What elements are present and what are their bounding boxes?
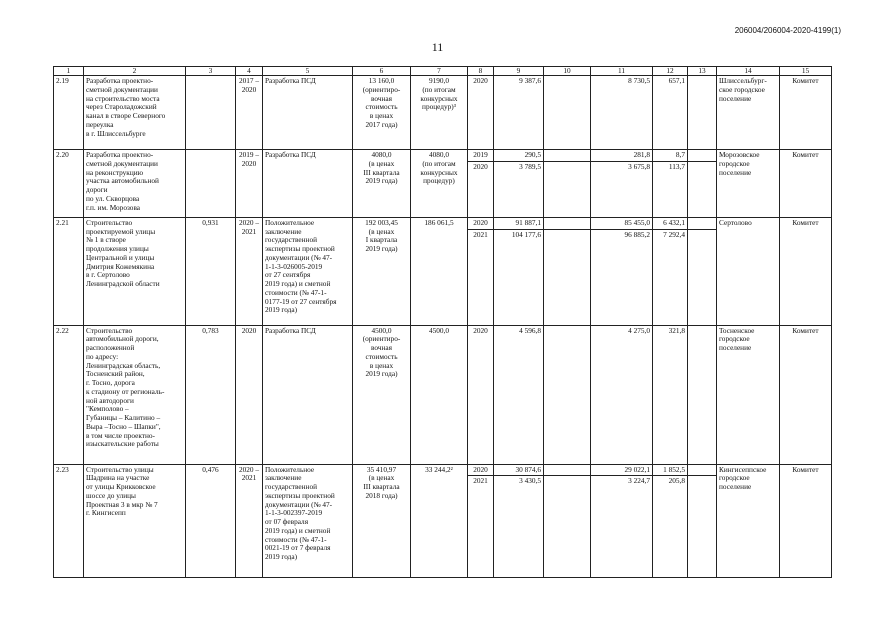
contract-cost-line: процедур)³ [422, 102, 456, 112]
project-stage-line: 0177-19 от 27 сентября [265, 296, 337, 306]
object-name-line: Центральной и улицы [86, 252, 155, 262]
object-name-line: Строительство [86, 217, 133, 227]
length-km: 0,476 [186, 464, 236, 578]
municipality-line: поселение [719, 343, 752, 353]
object-name-line: Разработка проектно- [86, 150, 154, 160]
finance-year: 2020 [468, 76, 494, 150]
object-name-line: г. Тосно, дорога [86, 378, 135, 388]
object-name-line: сметной документации [86, 84, 158, 94]
length-km [186, 76, 236, 150]
project-stage-line: стоимости (№ 47-1- [265, 534, 327, 544]
municipality-line: городское [719, 158, 750, 168]
row-number: 2.22 [54, 325, 84, 464]
object-name-line: Разработка проектно- [86, 76, 154, 86]
object-name-line: по адресу: [86, 351, 119, 361]
local-budget: 6 432,1 [653, 217, 688, 229]
column-header-1: 1 [54, 67, 84, 76]
total-amount: 104 177,6 [494, 229, 544, 325]
municipality [717, 217, 780, 325]
object-name-line: автомобильной дороги, [86, 334, 159, 344]
estimated-cost-line: (в ценах [368, 158, 395, 168]
finance-year: 2019 [468, 150, 494, 162]
regional-budget: 85 455,0 [591, 217, 653, 229]
total-amount: 4 596,8 [494, 325, 544, 464]
regional-budget: 3 224,7 [591, 476, 653, 578]
project-stage-line: документации (№ 47- [265, 499, 333, 509]
estimated-cost-line: 2019 года) [365, 176, 398, 186]
object-name-line: Губаницы – Калитино – [86, 413, 161, 423]
program-table [53, 66, 832, 578]
project-stage [263, 217, 353, 325]
customer: Комитет [780, 217, 832, 325]
total-amount: 3 430,5 [494, 476, 544, 578]
customer: Комитет [780, 150, 832, 218]
object-name-line: дороги [86, 185, 108, 195]
finance-year: 2020 [468, 325, 494, 464]
project-stage-line: 2019 года) и сметной [265, 525, 331, 535]
table-row [54, 76, 832, 150]
row-number: 2.20 [54, 150, 84, 218]
col-10 [544, 229, 591, 325]
estimated-cost-line: (в ценах [368, 226, 395, 236]
period-years [236, 76, 263, 150]
contract-cost-line: конкурсных [420, 93, 458, 103]
municipality-line: поселение [719, 93, 752, 103]
regional-budget: 3 675,8 [591, 161, 653, 217]
municipality [717, 464, 780, 578]
contract-cost-line: 33 244,2² [425, 464, 453, 474]
estimated-cost-line: 2019 года) [365, 369, 398, 379]
object-name-line: через Староладожский [86, 102, 157, 112]
project-stage [263, 464, 353, 578]
finance-year: 2020 [468, 464, 494, 476]
object-name-line: г.п. им. Морозова [86, 202, 141, 212]
object-name-line: на реконструкцию [86, 167, 144, 177]
object-name-line: канал в створе Северного [86, 111, 166, 121]
estimated-cost-line: 4080,0 [371, 150, 392, 160]
object-name-line: участка автомобильной [86, 176, 159, 186]
column-header-11: 11 [591, 67, 653, 76]
municipality-line: Морозовское [719, 150, 760, 160]
period-years-line: 2021 [241, 226, 257, 236]
local-budget: 7 292,4 [653, 229, 688, 325]
regional-budget: 96 885,2 [591, 229, 653, 325]
project-stage-line: 1-1-3-026005-2019 [265, 261, 323, 271]
period-years-line: 2020 [241, 158, 257, 168]
contract-cost-line: (по итогам [422, 84, 456, 94]
municipality-line: ское городское [719, 84, 765, 94]
table-row [54, 464, 832, 476]
column-header-8: 8 [468, 67, 494, 76]
project-stage-line: Разработка ПСД [265, 76, 316, 86]
object-name-line: от улицы Крикковское [86, 482, 156, 492]
municipality [717, 150, 780, 218]
object-name-line: "Кемполово – [86, 404, 129, 414]
project-stage-line: Разработка ПСД [265, 325, 316, 335]
project-stage-line: заключение [265, 473, 302, 483]
contract-cost [411, 150, 468, 218]
object-name [84, 76, 186, 150]
column-header-14: 14 [717, 67, 780, 76]
table-row [54, 217, 832, 229]
object-name-line: Строительство улицы [86, 464, 154, 474]
contract-cost [411, 217, 468, 325]
municipality-line: поселение [719, 482, 752, 492]
project-stage-line: экспертизы проектной [265, 490, 335, 500]
column-header-4: 4 [236, 67, 263, 76]
project-stage-line: Положительное [265, 464, 315, 474]
column-header-13: 13 [688, 67, 717, 76]
estimated-cost [353, 76, 411, 150]
col-10 [544, 476, 591, 578]
period-years-line: 2020 [241, 84, 257, 94]
contract-cost-line: 186 061,5 [424, 217, 454, 227]
col-10 [544, 217, 591, 229]
contract-cost-line: процедур) [423, 176, 455, 186]
project-stage-line: 0021-19 от 7 февраля [265, 543, 331, 553]
col-10 [544, 76, 591, 150]
project-stage-line: стоимости (№ 47-1- [265, 287, 327, 297]
object-name-line: переулка [86, 119, 114, 129]
regional-budget: 8 730,5 [591, 76, 653, 150]
municipality [717, 325, 780, 464]
column-header-15: 15 [780, 67, 832, 76]
column-header-6: 6 [353, 67, 411, 76]
estimated-cost-line: 13 160,0 [368, 76, 395, 86]
local-budget: 1 852,5 [653, 464, 688, 476]
column-number-row [54, 67, 832, 76]
object-name-line: в том числе проектно- [86, 430, 155, 440]
object-name-line: к стадиону от региональ- [86, 386, 165, 396]
period-years [236, 325, 263, 464]
contract-cost-line: конкурсных [420, 167, 458, 177]
column-header-5: 5 [263, 67, 353, 76]
project-stage-line: 2019 года) и сметной [265, 279, 331, 289]
period-years-line: 2021 [241, 473, 257, 483]
col-13 [688, 217, 717, 229]
estimated-cost-line: 2018 года) [365, 490, 398, 500]
object-name-line: расположенной [86, 343, 135, 353]
project-stage [263, 150, 353, 218]
length-km: 0,783 [186, 325, 236, 464]
col-13 [688, 464, 717, 476]
column-header-12: 12 [653, 67, 688, 76]
customer: Комитет [780, 325, 832, 464]
local-budget: 205,8 [653, 476, 688, 578]
estimated-cost-line: 4500,0 [371, 325, 392, 335]
project-stage-line: экспертизы проектной [265, 244, 335, 254]
estimated-cost-line: 192 003,45 [365, 217, 398, 227]
estimated-cost-line: вочная [370, 343, 393, 353]
object-name-line: проектируемой улицы [86, 226, 156, 236]
customer: Комитет [780, 76, 832, 150]
total-amount: 9 387,6 [494, 76, 544, 150]
column-header-3: 3 [186, 67, 236, 76]
period-years [236, 150, 263, 218]
contract-cost-line: 9190,0 [428, 76, 450, 86]
project-stage-line: государственной [265, 482, 318, 492]
document-id: 206004/206004-2020-4199(1) [734, 26, 841, 35]
period-years-line: 2020 – [238, 464, 260, 474]
object-name [84, 325, 186, 464]
contract-cost-line: (по итогам [422, 158, 456, 168]
finance-year: 2021 [468, 476, 494, 578]
estimated-cost-line: 2017 года) [365, 119, 398, 129]
object-name-line: в г. Сертолово [86, 270, 130, 280]
object-name-line: Строительство [86, 325, 133, 335]
contract-cost [411, 76, 468, 150]
estimated-cost-line: 2019 года) [365, 244, 398, 254]
object-name-line: продолжения улицы [86, 244, 149, 254]
page-number: 11 [431, 40, 444, 54]
estimated-cost-line: III квартала [363, 167, 400, 177]
finance-year: 2020 [468, 217, 494, 229]
municipality-line: Кингисеппское [719, 464, 767, 474]
project-stage-line: Положительное [265, 217, 315, 227]
total-amount: 91 887,1 [494, 217, 544, 229]
object-name-line: шоссе до улицы [86, 490, 136, 500]
object-name-line: Выра –Тосно – Шапки", [86, 421, 161, 431]
municipality-line: городское [719, 473, 750, 483]
estimated-cost-line: III квартала [363, 482, 400, 492]
length-km: 0,931 [186, 217, 236, 325]
finance-year: 2020 [468, 161, 494, 217]
table-row [54, 150, 832, 162]
project-stage [263, 76, 353, 150]
object-name-line: Ленинградская область, [86, 360, 161, 370]
estimated-cost [353, 464, 411, 578]
period-years-line: 2017 – [238, 76, 260, 86]
project-stage-line: 2019 года) [265, 305, 298, 315]
contract-cost-line: 4080,0 [428, 150, 450, 160]
contract-cost [411, 325, 468, 464]
object-name-line: в г. Шлиссельбурге [86, 128, 146, 138]
object-name-line: по ул. Скворцова [86, 193, 140, 203]
contract-cost-line: 4500,0 [428, 325, 450, 335]
column-header-10: 10 [544, 67, 591, 76]
total-amount: 290,5 [494, 150, 544, 162]
project-stage-line: от 27 сентября [265, 270, 311, 280]
row-number: 2.19 [54, 76, 84, 150]
estimated-cost-line: 35 410,97 [366, 464, 397, 474]
object-name-line: Тосненский район, [86, 369, 145, 379]
estimated-cost-line: стоимость [365, 102, 398, 112]
project-stage-line: документации (№ 47- [265, 252, 333, 262]
project-stage [263, 325, 353, 464]
object-name-line: Ленинградской области [86, 279, 160, 289]
object-name [84, 217, 186, 325]
object-name-line: сметной документации [86, 158, 158, 168]
estimated-cost-line: в ценах [369, 360, 394, 370]
project-stage-line: от 07 февраля [265, 517, 309, 527]
municipality [717, 76, 780, 150]
estimated-cost-line: I квартала [365, 235, 398, 245]
column-header-7: 7 [411, 67, 468, 76]
project-stage-line: заключение [265, 226, 302, 236]
col-10 [544, 464, 591, 476]
project-stage-line: 1-1-3-002397-2019 [265, 508, 323, 518]
estimated-cost [353, 150, 411, 218]
estimated-cost-line: в ценах [369, 111, 394, 121]
municipality-line: Сертолово [719, 217, 752, 227]
col-10 [544, 325, 591, 464]
municipality-line: Тосненское [719, 325, 755, 335]
contract-cost [411, 464, 468, 578]
object-name-line: Дмитрия Кожемякина [86, 261, 155, 271]
customer: Комитет [780, 464, 832, 578]
col-13 [688, 161, 717, 217]
total-amount: 30 874,6 [494, 464, 544, 476]
project-stage-line: 2019 года) [265, 552, 298, 562]
estimated-cost-line: (ориентиро- [362, 84, 401, 94]
object-name-line: ной автодороги [86, 395, 134, 405]
period-years [236, 464, 263, 578]
project-stage-line: Разработка ПСД [265, 150, 316, 160]
local-budget: 657,1 [653, 76, 688, 150]
municipality-line: поселение [719, 167, 752, 177]
local-budget: 113,7 [653, 161, 688, 217]
period-years [236, 217, 263, 325]
municipality-line: городское [719, 334, 750, 344]
municipality-line: Шлиссельбург- [719, 76, 767, 86]
col-10 [544, 161, 591, 217]
local-budget: 321,8 [653, 325, 688, 464]
object-name [84, 150, 186, 218]
column-header-9: 9 [494, 67, 544, 76]
col-13 [688, 476, 717, 578]
object-name-line: № 1 в створе [86, 235, 126, 245]
object-name-line: Проектная 3 в мкр № 7 [86, 499, 158, 509]
object-name-line: Шадрина на участке [86, 473, 150, 483]
col-13 [688, 76, 717, 150]
period-years-line: 2019 – [238, 150, 260, 160]
object-name-line: изыскательские работы [86, 439, 159, 449]
regional-budget: 4 275,0 [591, 325, 653, 464]
estimated-cost-line: (в ценах [368, 473, 395, 483]
finance-year: 2021 [468, 229, 494, 325]
project-stage-line: государственной [265, 235, 318, 245]
object-name [84, 464, 186, 578]
regional-budget: 281,8 [591, 150, 653, 162]
table-row [54, 325, 832, 464]
total-amount: 3 789,5 [494, 161, 544, 217]
regional-budget: 29 022,1 [591, 464, 653, 476]
row-number: 2.23 [54, 464, 84, 578]
object-name-line: на строительство моста [86, 93, 160, 103]
row-number: 2.21 [54, 217, 84, 325]
col-10 [544, 150, 591, 162]
estimated-cost [353, 217, 411, 325]
estimated-cost-line: стоимость [365, 351, 398, 361]
object-name-line: г. Кингисепп [86, 508, 126, 518]
estimated-cost-line: (ориентиро- [362, 334, 401, 344]
period-years-line: 2020 [241, 325, 257, 335]
period-years-line: 2020 – [238, 217, 260, 227]
estimated-cost-line: вочная [370, 93, 393, 103]
col-13 [688, 325, 717, 464]
local-budget: 8,7 [653, 150, 688, 162]
length-km [186, 150, 236, 218]
col-13 [688, 150, 717, 162]
column-header-2: 2 [84, 67, 186, 76]
col-13 [688, 229, 717, 325]
estimated-cost [353, 325, 411, 464]
